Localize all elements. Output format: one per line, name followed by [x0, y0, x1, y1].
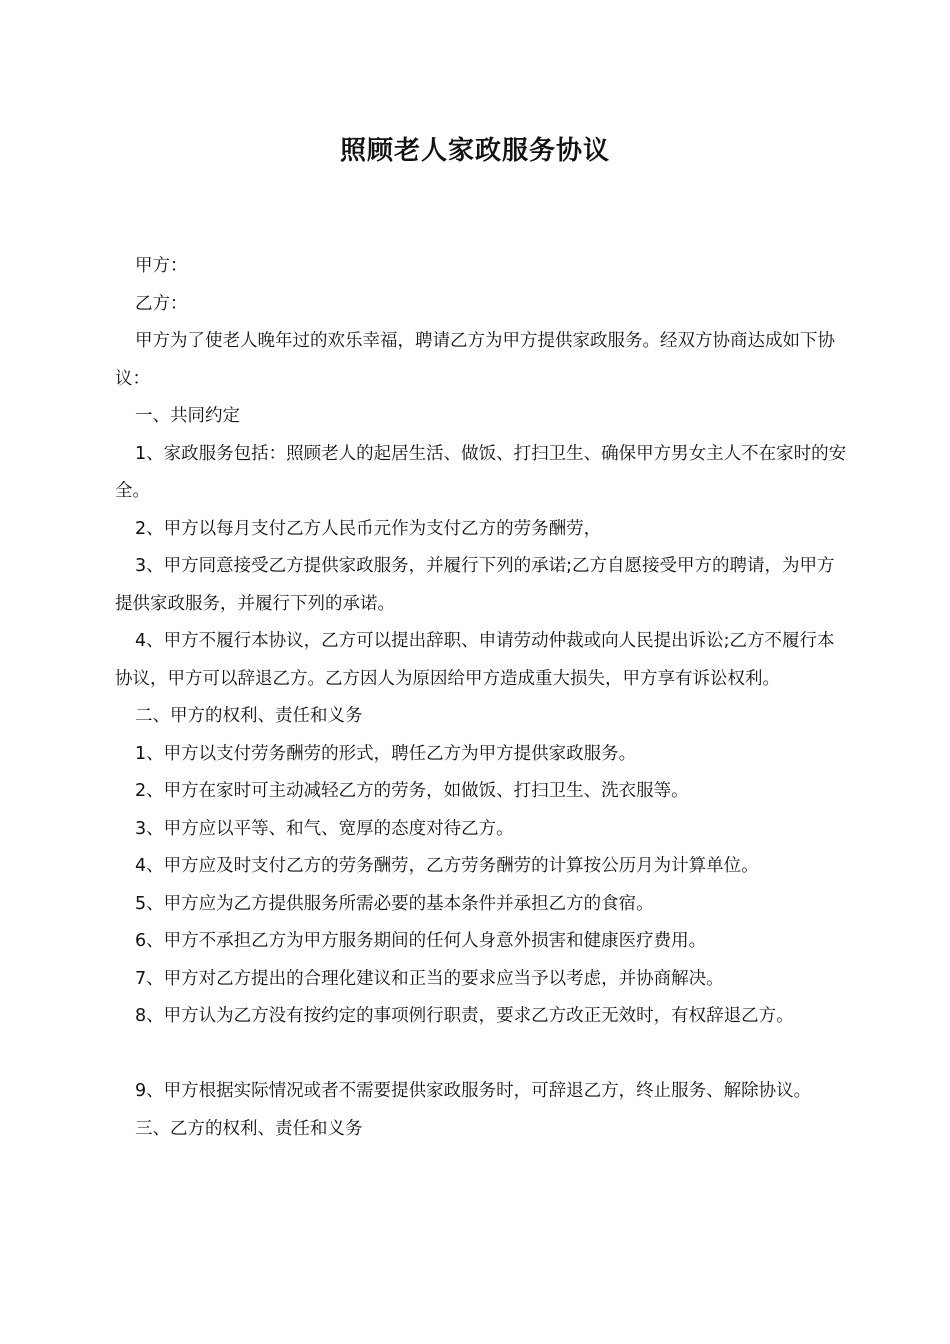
party-b-line: 乙方： — [135, 293, 188, 314]
section-heading-3: 三、乙方的权利、责任和义务 — [135, 1118, 363, 1139]
clause-2-9: 9、甲方根据实际情况或者不需要提供家政服务时，可辞退乙方，终止服务、解除协议。 — [135, 1081, 812, 1101]
clause-2-7: 7、甲方对乙方提出的合理化建议和正当的要求应当予以考虑，并协商解决。 — [135, 968, 724, 989]
party-a-line: 甲方： — [135, 256, 188, 276]
clause-1-1: 1、家政服务包括：照顾老人的起居生活、做饭、打扫卫生、确保甲方男女主人不在家时的安全。 — [115, 443, 847, 501]
document-body — [115, 248, 850, 1148]
clause-2-3: 3、甲方应以平等、和气、宽厚的态度对待乙方。 — [135, 818, 514, 839]
section-heading-2: 二、甲方的权利、责任和义务 — [135, 706, 363, 726]
clause-2-4: 4、甲方应及时支付乙方的劳务酬劳，乙方劳务酬劳的计算按公历月为计算单位。 — [135, 856, 759, 876]
clause-1-4: 4、甲方不履行本协议，乙方可以提出辞职、申请劳动仲裁或向人民提出诉讼;乙方不履行本协议，甲方可以辞退乙方。乙方因人为原因给甲方造成重大损失，甲方享有诉讼权利。 — [115, 631, 835, 689]
clause-2-5: 5、甲方应为乙方提供服务所需必要的基本条件并承担乙方的食宿。 — [135, 893, 654, 914]
document-title: 照顾老人家政服务协议 — [339, 136, 610, 166]
clause-2-8: 8、甲方认为乙方没有按约定的事项例行职责，要求乙方改正无效时，有权辞退乙方。 — [135, 1006, 794, 1026]
clause-2-2: 2、甲方在家时可主动减轻乙方的劳务，如做饭、打扫卫生、洗衣服等。 — [135, 781, 689, 801]
clause-1-3: 3、甲方同意接受乙方提供家政服务，并履行下列的承诺;乙方自愿接受甲方的聘请，为甲方提供家政服务，并履行下列的承诺。 — [115, 556, 835, 614]
clause-2-6: 6、甲方不承担乙方为甲方服务期间的任何人身意外损害和健康医疗费用。 — [135, 931, 707, 951]
clause-1-2: 2、甲方以每月支付乙方人民币元作为支付乙方的劳务酬劳， — [135, 518, 602, 539]
section-heading-1: 一、共同约定 — [135, 406, 240, 426]
clause-2-1: 1、甲方以支付劳务酬劳的形式，聘任乙方为甲方提供家政服务。 — [135, 743, 637, 764]
blank-line — [115, 1036, 850, 1074]
preamble-paragraph: 甲方为了使老人晚年过的欢乐幸福，聘请乙方为甲方提供家政服务。经双方协商达成如下协议： — [115, 331, 835, 389]
